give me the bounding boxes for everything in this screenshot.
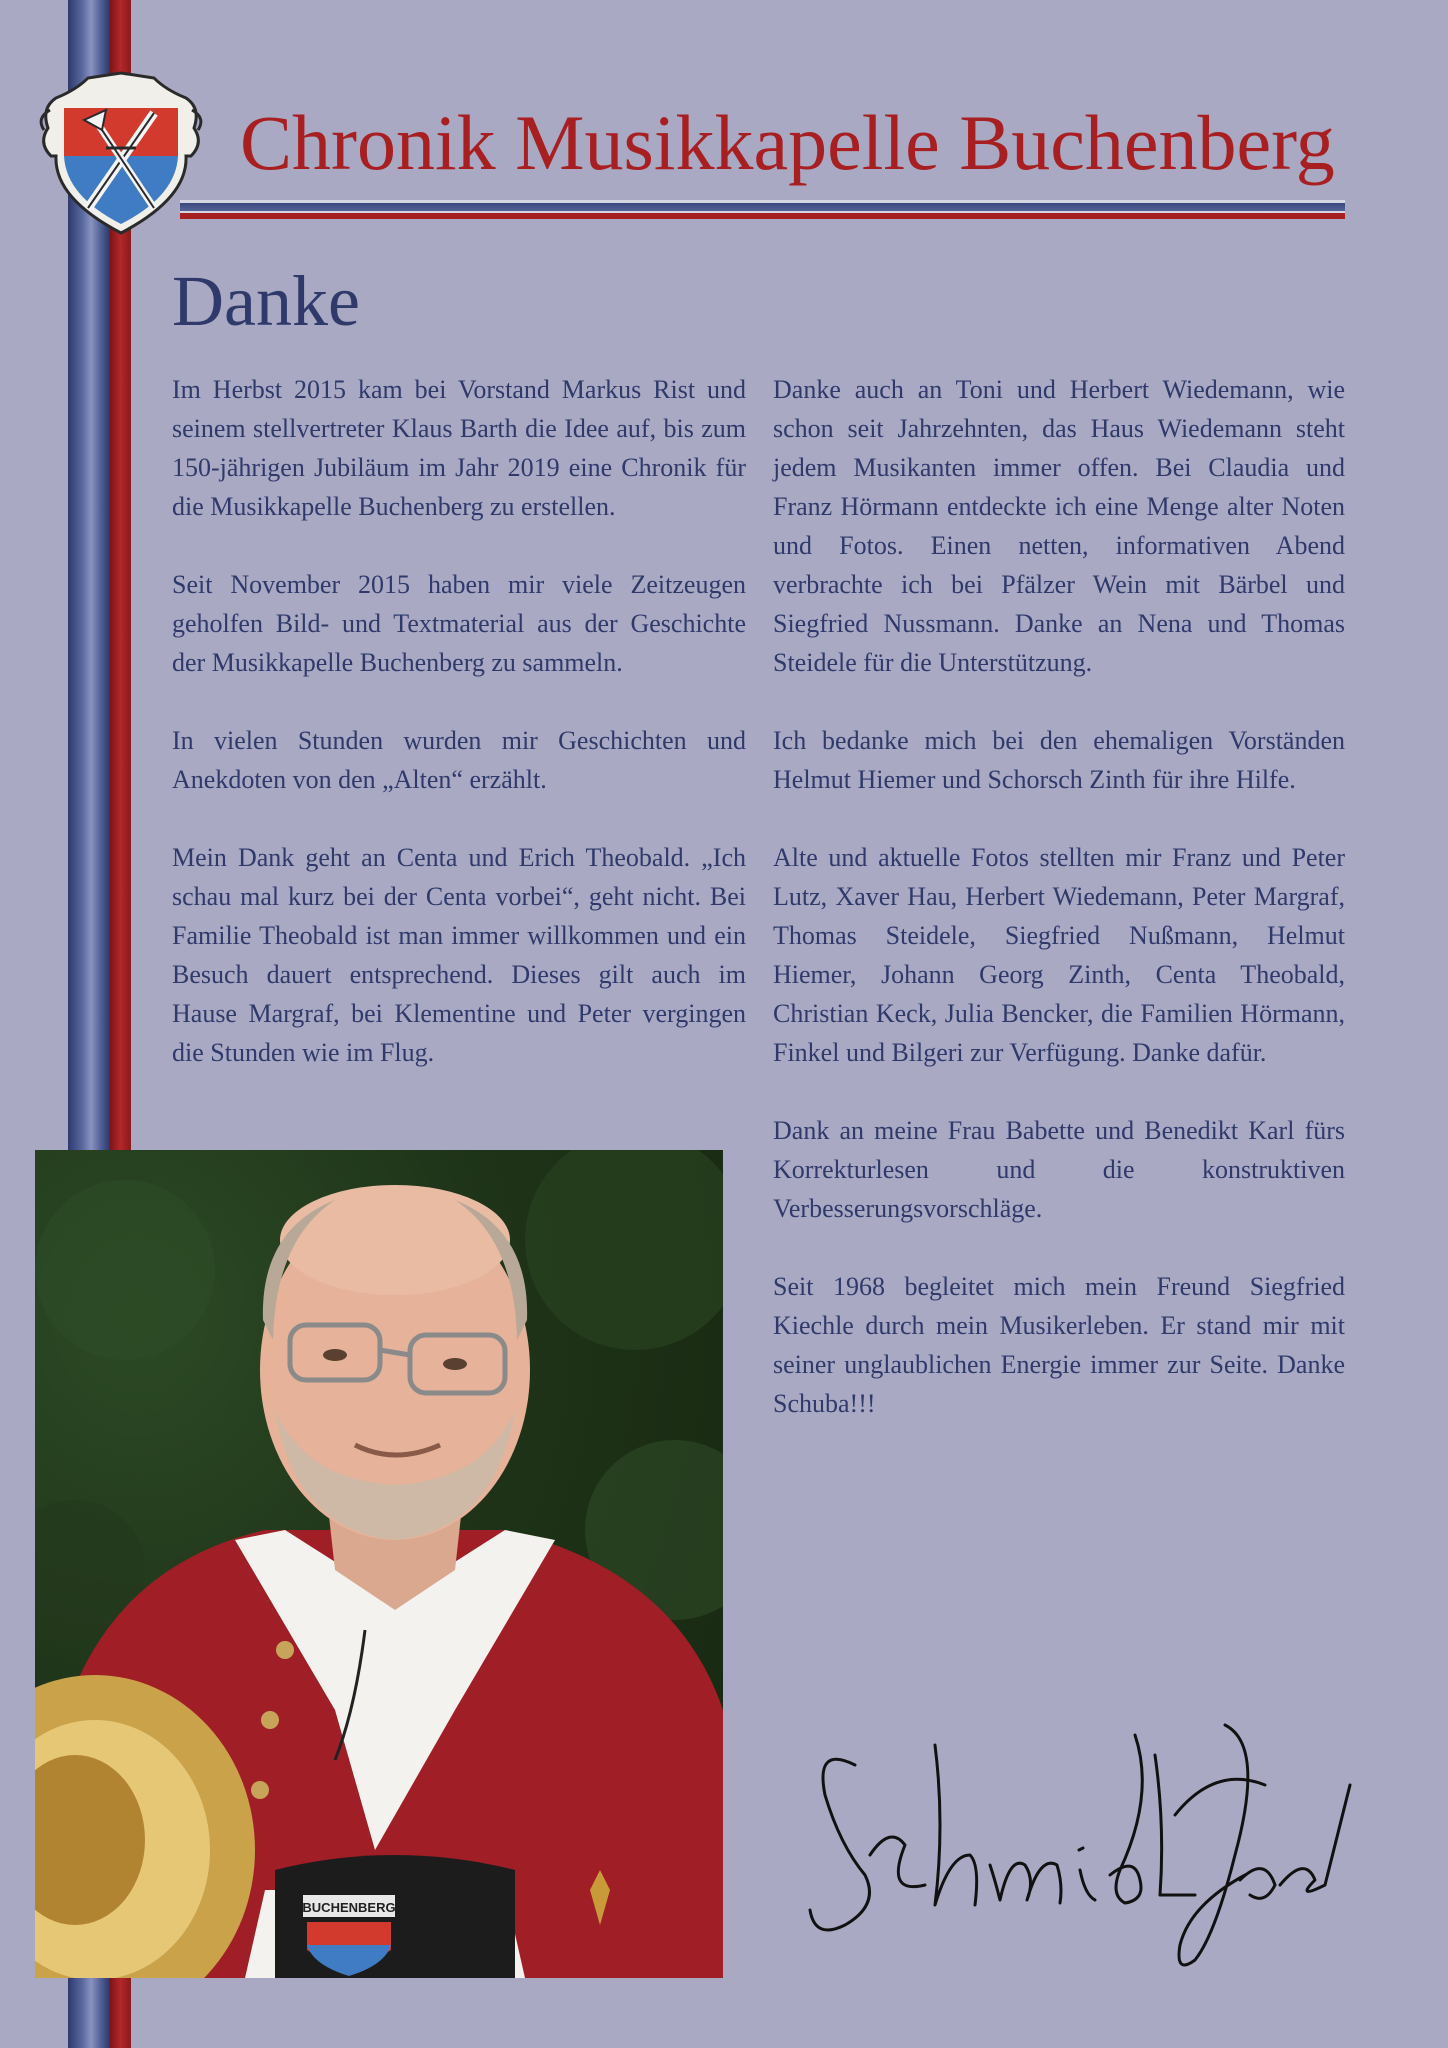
paragraph: Mein Dank geht an Centa und Erich Theobald. „Ich schau mal kurz bei der Centa vorbei“, geht nicht. Bei Familie Theobald ist man immer willkommen und ein Besuch dauert entsprechend. Dieses gilt auch im Hause Margraf, bei Klementine und Peter vergingen die Stunden wie im Flug.: [172, 843, 746, 1067]
author-portrait-photo: [35, 1150, 723, 1978]
paragraph: Dank an meine Frau Babette und Benedikt Karl fürs Korrekturlesen und die konstruktiven Verbesserungsvorschläge.: [773, 1116, 1345, 1223]
portrait-illustration: [35, 1150, 723, 1978]
chronicle-title: Chronik Musikkapelle Buchenberg: [240, 99, 1335, 186]
paragraph: Seit November 2015 haben mir viele Zeitzeugen geholfen Bild- und Textmaterial aus der Geschichte der Musikkapelle Buchenberg zu sammeln.: [172, 570, 746, 677]
paragraph: Alte und aktuelle Fotos stellten mir Franz und Peter Lutz, Xaver Hau, Herbert Wiedemann, Peter Margraf, Thomas Steidele, Siegfried Nußmann, Helmut Hiemer, Johann Georg Zinth, Centa Theobald, Christian Keck, Julia Bencker, die Familien Hörmann, Finkel und Bilgeri zur Verfügung. Danke dafür.: [773, 843, 1345, 1067]
signature-text: Schmidt Franz: [795, 1705, 801, 1706]
paragraph: Danke auch an Toni und Herbert Wiedemann, wie schon seit Jahrzehnten, das Haus Wiedemann steht jedem Musikanten immer offen. Bei Claudia und Franz Hörmann entdeckte ich eine Menge alter Noten und Fotos. Einen netten, informativen Abend verbrachte ich bei Pfälzer Wein mit Bärbel und Siegfried Nussmann. Danke an Nena und Thomas Steidele für die Unterstützung.: [773, 375, 1345, 677]
paragraph: In vielen Stunden wurden mir Geschichten und Anekdoten von den „Alten“ erzählt.: [172, 726, 746, 794]
paragraph: Seit 1968 begleitet mich mein Freund Siegfried Kiechle durch mein Musikerleben. Er stand mir mit seiner unglaublichen Energie immer zur Seite. Danke Schuba!!!: [773, 1272, 1345, 1418]
left-text-column: [172, 370, 746, 1111]
header-divider: [180, 200, 1345, 222]
badge-text: BUCHENBERG: [302, 1900, 396, 1915]
paragraph: Ich bedanke mich bei den ehemaligen Vorständen Helmut Hiemer und Schorsch Zinth für ihre Hilfe.: [773, 726, 1345, 794]
handwritten-signature: [795, 1705, 1355, 1975]
paragraph: Im Herbst 2015 kam bei Vorstand Markus Rist und seinem stellvertreter Klaus Barth die Idee auf, bis zum 150-jährigen Jubiläum im Jahr 2019 eine Chronik für die Musikkapelle Buchenberg zu erstellen.: [172, 375, 746, 521]
right-text-column: [773, 370, 1345, 1462]
page-title: Danke: [172, 261, 360, 341]
